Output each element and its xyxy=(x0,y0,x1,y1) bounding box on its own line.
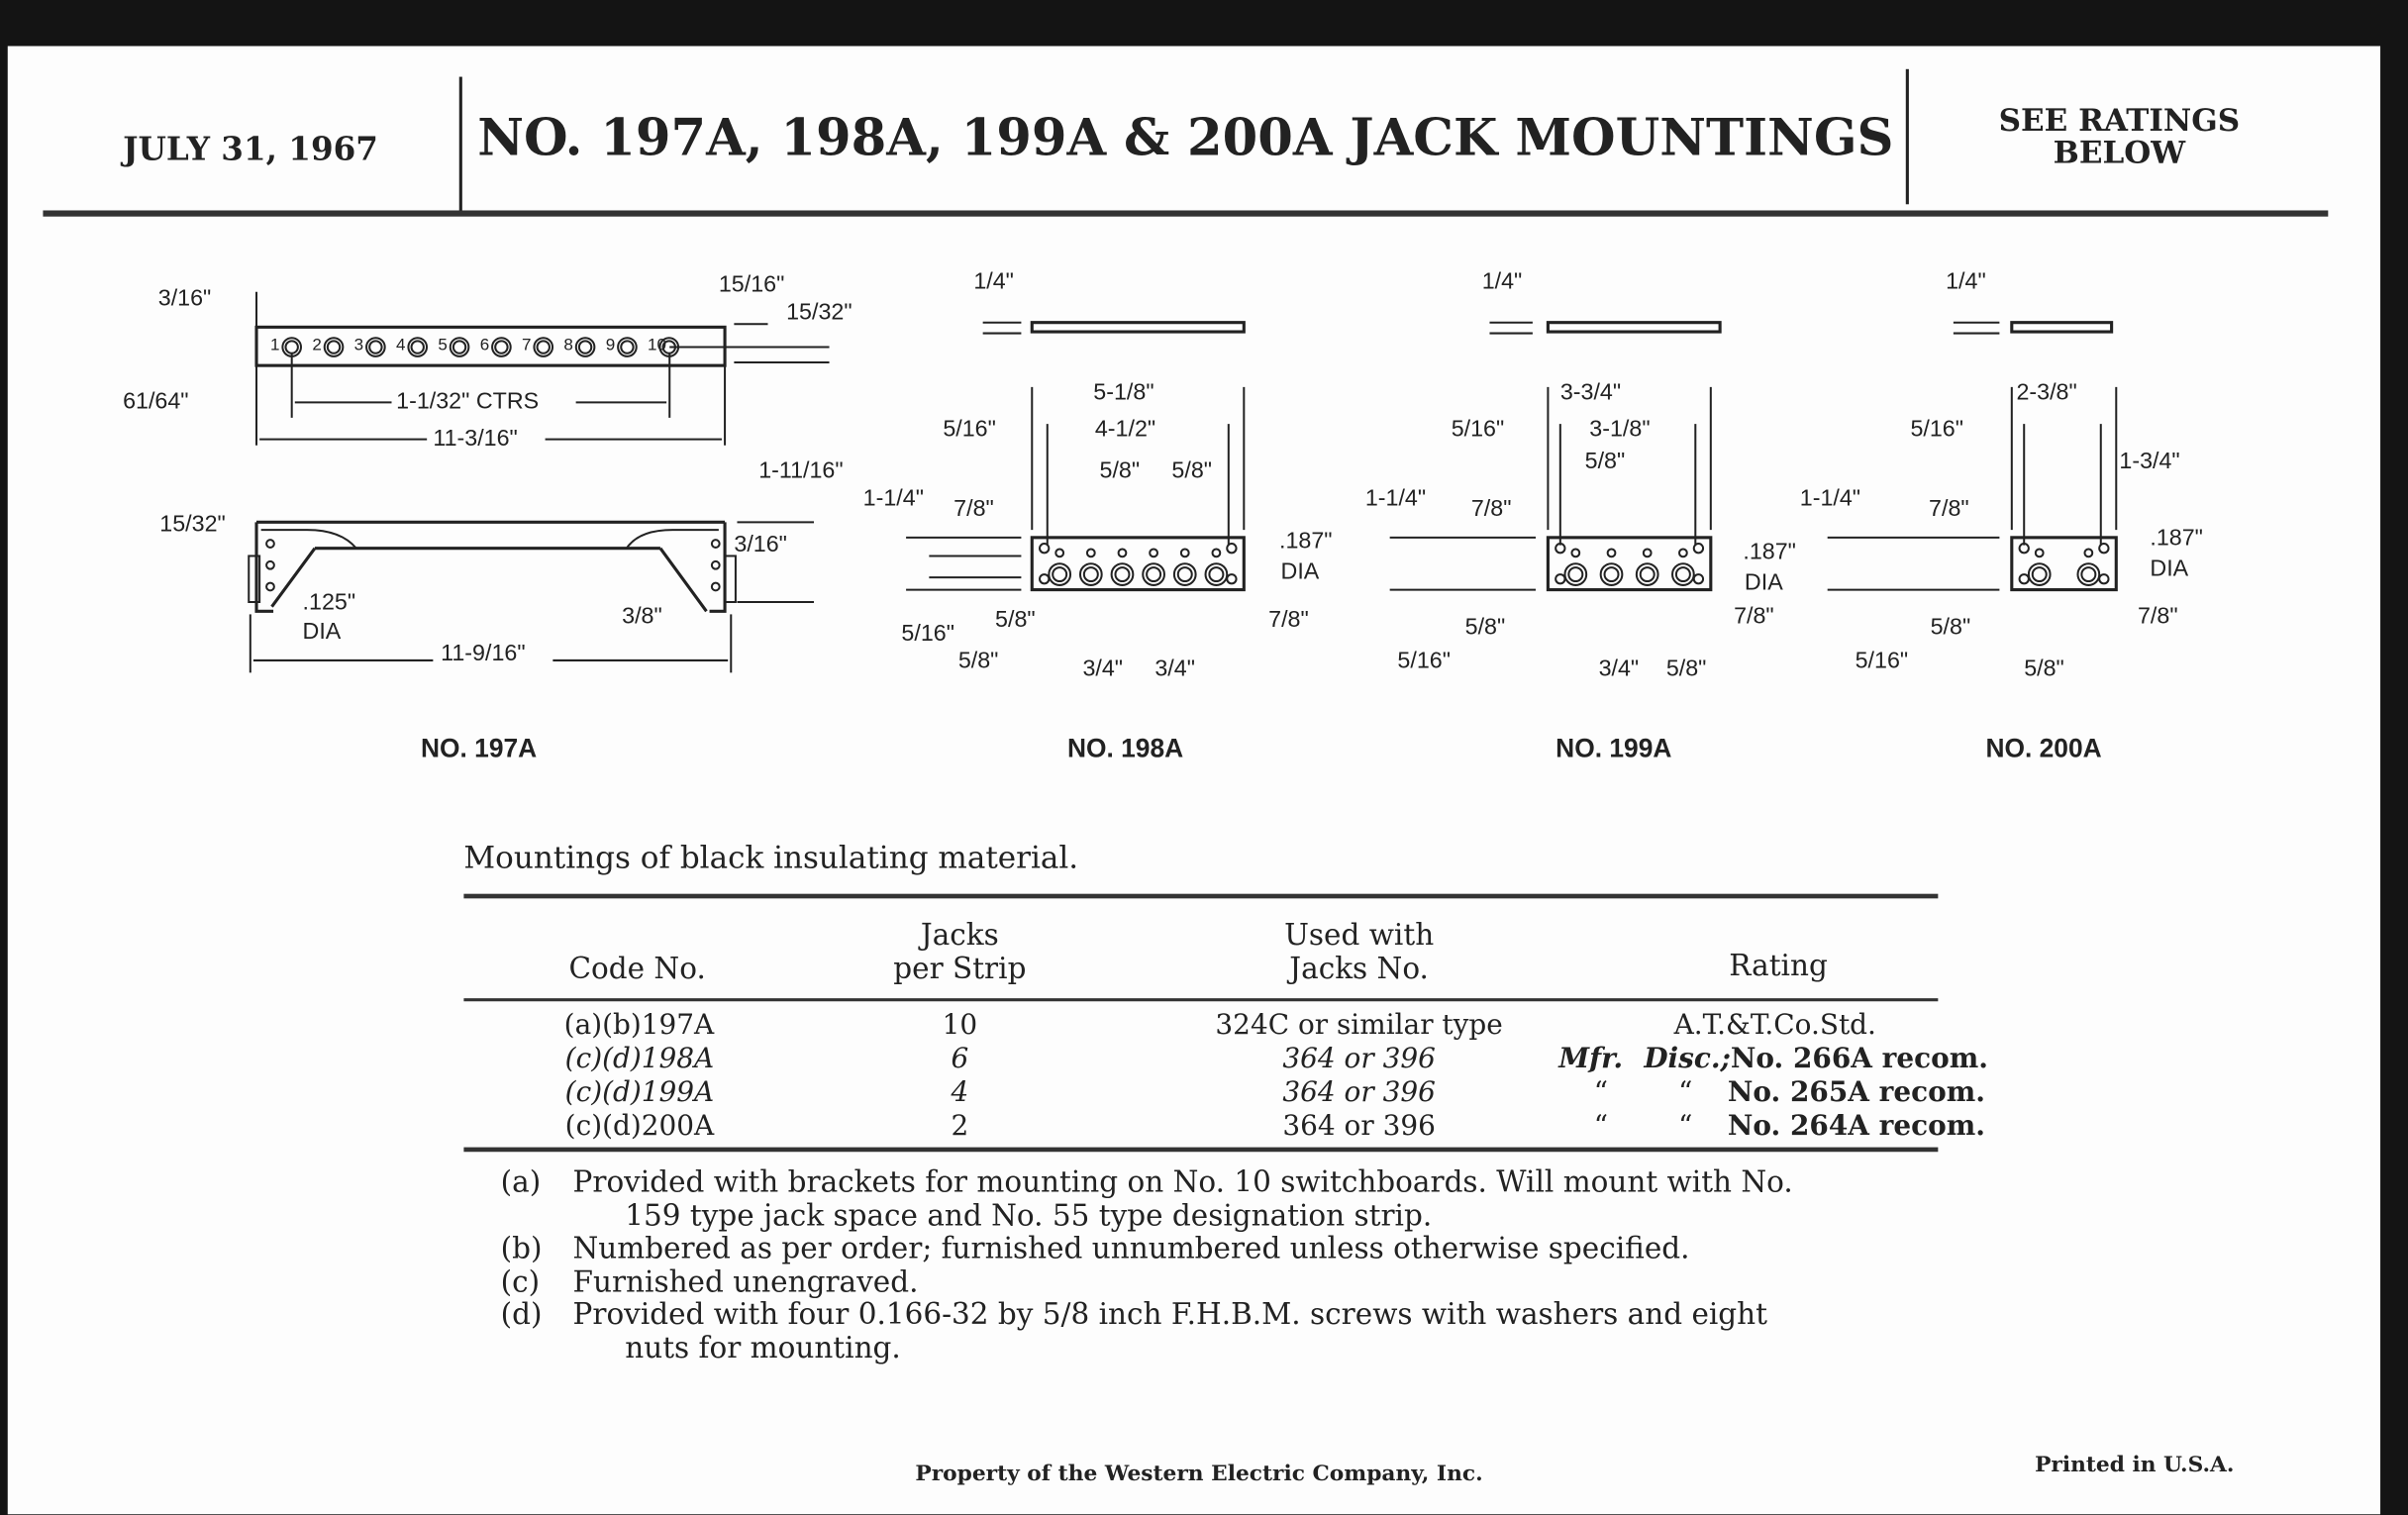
hole xyxy=(1641,567,1655,581)
dimension-label: 5/8" xyxy=(1665,656,1707,682)
jack-number: 6 xyxy=(479,336,490,355)
header-line: Jacks No. xyxy=(1289,952,1429,986)
diagram-caption: NO. 199A xyxy=(1555,734,1672,763)
dimension-label: 1-1/32" CTRS xyxy=(396,388,540,415)
dimension-label: 15/16" xyxy=(718,271,785,298)
hole xyxy=(1040,574,1049,583)
dimension-label: 5/16" xyxy=(1910,416,1964,443)
diagram-caption: NO. 200A xyxy=(1985,734,2102,763)
diagram-caption: NO. 197A xyxy=(420,734,538,763)
footnote-text: Provided with brackets for mounting on No. 10 switchboards. Will mount with No. xyxy=(572,1165,1793,1200)
cell-rating xyxy=(1558,1110,1988,1144)
hole xyxy=(453,341,465,353)
dimension-label: .187" xyxy=(1278,528,1333,555)
ditto-mark: “ xyxy=(1593,1110,1609,1143)
hole xyxy=(1213,549,1221,556)
cell-used-with: 364 or 396 xyxy=(1282,1076,1436,1109)
hole xyxy=(538,341,550,353)
dimension-label: 7/8" xyxy=(1470,495,1512,523)
hole xyxy=(1605,567,1619,581)
cell-jacks: 10 xyxy=(942,1009,978,1042)
dimension-label: 3-3/4" xyxy=(1559,379,1622,406)
dimension-label: DIA xyxy=(302,619,342,646)
dimension-label: 1-1/4" xyxy=(1799,485,1861,512)
footnote-text: nuts for mounting. xyxy=(625,1330,901,1365)
cell-used-with: 364 or 396 xyxy=(1282,1110,1436,1143)
cell-rating xyxy=(1558,1009,1988,1043)
hole xyxy=(1209,567,1223,581)
jack-holes-200a xyxy=(2020,544,2109,585)
cell-code: (a)(b)197A xyxy=(563,1009,715,1042)
hole xyxy=(1147,567,1160,581)
ditto-mark: “ xyxy=(1593,1076,1609,1109)
dimension-label: 5/16" xyxy=(901,620,954,647)
code-text: (c)(d)198A xyxy=(564,1043,715,1075)
jack-number: 3 xyxy=(353,336,364,355)
table-row xyxy=(463,1043,1988,1076)
dimension-label: 1/4" xyxy=(1946,268,1986,295)
ditto-mark: “ xyxy=(1678,1076,1693,1109)
code-text: (c)(d)199A xyxy=(564,1076,715,1109)
page-title: NO. 197A, 198A, 199A & 200A JACK MOUNTINGS xyxy=(477,107,1894,168)
hole xyxy=(1571,549,1579,556)
dimension-label: 5/16" xyxy=(1451,416,1505,443)
hole xyxy=(2099,574,2108,583)
footnote-key: (c) xyxy=(500,1264,541,1299)
footnote-text: Furnished unengraved. xyxy=(572,1264,919,1299)
dimension-label: 5/8" xyxy=(1099,457,1141,484)
hole xyxy=(2020,574,2029,583)
dimension-label: 5/8" xyxy=(1464,614,1506,641)
footnote-key: (b) xyxy=(500,1231,543,1266)
hole xyxy=(328,341,340,353)
hole xyxy=(369,341,381,353)
ratings-line: BELOW xyxy=(2053,133,2186,171)
jack-number: 10 xyxy=(648,336,667,355)
cell-rating xyxy=(1558,1043,1988,1076)
dimension-label: 3/4" xyxy=(1154,656,1195,682)
hole xyxy=(1055,549,1063,556)
dimension-label: 5/8" xyxy=(1930,614,1971,641)
dimension-label: 3-1/8" xyxy=(1589,416,1651,443)
footnote-text: 159 type jack space and No. 55 type designation strip. xyxy=(625,1198,1433,1233)
col-header-used-with xyxy=(1206,918,1513,985)
hole xyxy=(1227,544,1236,553)
dimension-label: 7/8" xyxy=(2137,603,2178,630)
jack-number: 1 xyxy=(269,336,280,355)
drawing-197a-top xyxy=(256,292,830,446)
dimension-label: 1/4" xyxy=(1481,268,1523,295)
dimension-label: 5/8" xyxy=(1171,457,1213,484)
dimension-label: DIA xyxy=(2150,556,2189,582)
dimension-label: .125" xyxy=(302,589,356,616)
rating-disc: Disc.; xyxy=(1644,1043,1731,1075)
rating-text: No. 264A recom. xyxy=(1727,1110,1985,1143)
hole xyxy=(1679,549,1687,556)
jack-number: 9 xyxy=(605,336,616,355)
hole xyxy=(1555,574,1564,583)
hole xyxy=(1644,549,1652,556)
header-line: per Strip xyxy=(893,952,1027,986)
hole xyxy=(1694,574,1703,583)
dimension-label: 3/16" xyxy=(157,285,212,312)
hole xyxy=(1568,567,1582,581)
rating-text: No. 266A recom. xyxy=(1730,1043,1989,1075)
header-line: Used with xyxy=(1284,918,1435,953)
col-header-rating: Rating xyxy=(1729,949,1828,983)
footnote-key: (d) xyxy=(500,1297,543,1332)
footnote-a xyxy=(501,1167,1793,1200)
cell-code: (c)(d)200A xyxy=(564,1110,715,1143)
table-header-rule xyxy=(463,998,1938,1001)
footnotes xyxy=(501,1167,1793,1365)
rating-text: A.T.&T.Co.Std. xyxy=(1673,1009,1876,1042)
dimension-label: 7/8" xyxy=(953,495,994,523)
dimension-label: 5-1/8" xyxy=(1093,379,1154,406)
hole xyxy=(2036,549,2044,556)
hole xyxy=(2033,567,2047,581)
jack-number: 4 xyxy=(395,336,406,355)
dimension-label: 4-1/2" xyxy=(1094,416,1156,443)
dimension-label: 1-11/16" xyxy=(758,457,844,484)
intro-text: Mountings of black insulating material. xyxy=(463,838,1079,876)
footnote-text: Provided with four 0.166-32 by 5/8 inch F.H.B.M. screws with washers and eight xyxy=(572,1297,1768,1332)
hole xyxy=(621,341,633,353)
hole xyxy=(1084,567,1098,581)
hole xyxy=(1115,567,1129,581)
hole xyxy=(285,341,297,353)
jack-number: 5 xyxy=(438,336,448,355)
dimension-label: 11-3/16" xyxy=(433,425,518,452)
dimension-label: 15/32" xyxy=(786,299,853,326)
dimension-label: 5/8" xyxy=(995,606,1036,634)
header-line: Jacks xyxy=(920,918,999,953)
dimension-label: 1/4" xyxy=(973,268,1014,295)
dimension-label: 3/8" xyxy=(622,603,662,630)
dimension-label: .187" xyxy=(1743,539,1796,565)
dimension-label: 5/16" xyxy=(1855,648,1909,674)
jack-holes-199a xyxy=(1555,544,1703,585)
cell-jacks: 4 xyxy=(951,1076,969,1109)
hole xyxy=(1040,544,1049,553)
dimension-label: 5/16" xyxy=(1397,648,1451,674)
cell-used-with: 324C or similar type xyxy=(1215,1009,1503,1042)
hole xyxy=(412,341,424,353)
footnote-key: (a) xyxy=(500,1165,542,1200)
rating-mfr: Mfr. xyxy=(1558,1043,1624,1075)
dimension-label: 7/8" xyxy=(1268,606,1309,634)
table-top-rule xyxy=(463,894,1938,899)
cell-used-with: 364 or 396 xyxy=(1282,1043,1436,1075)
jack-number: 2 xyxy=(312,336,322,355)
col-header-jacks xyxy=(837,918,1082,985)
dimension-label: 2-3/8" xyxy=(2016,379,2077,406)
hole xyxy=(1181,549,1189,556)
table-row xyxy=(463,1009,1988,1043)
dimension-label: 3/4" xyxy=(1598,656,1640,682)
ditto-mark: “ xyxy=(1678,1110,1693,1143)
hole xyxy=(495,341,507,353)
hole xyxy=(1608,549,1616,556)
dimension-label: 15/32" xyxy=(159,511,226,538)
ratings-table xyxy=(463,1009,1988,1144)
footnote-b xyxy=(501,1233,1793,1265)
drawing-198a xyxy=(906,323,1244,590)
footnote-c xyxy=(501,1266,1793,1299)
hole xyxy=(1178,567,1192,581)
dimension-label: DIA xyxy=(1280,558,1320,585)
dimension-label: 5/8" xyxy=(1584,448,1626,475)
footer-property: Property of the Western Electric Company, Inc. xyxy=(915,1462,1483,1487)
dimension-label: 5/16" xyxy=(943,416,996,443)
rating-text: No. 265A recom. xyxy=(1727,1076,1985,1109)
hole xyxy=(1150,549,1157,556)
dimension-label: 3/16" xyxy=(734,531,787,558)
dimension-label: 3/4" xyxy=(1082,656,1124,682)
cell-code xyxy=(463,1076,714,1110)
dimension-label: 1-1/4" xyxy=(1364,485,1427,512)
dimension-label: DIA xyxy=(1744,569,1783,596)
cell-code xyxy=(463,1043,714,1076)
dimension-label: 1-1/4" xyxy=(862,485,924,512)
cell-jacks: 6 xyxy=(951,1043,969,1075)
diagram-caption: NO. 198A xyxy=(1066,734,1184,763)
hole xyxy=(1694,544,1703,553)
jack-holes-198a xyxy=(1040,544,1237,585)
jack-number: 7 xyxy=(522,336,532,355)
document-date: JULY 31, 1967 xyxy=(123,129,378,168)
hole xyxy=(579,341,591,353)
dimension-label: 5/8" xyxy=(957,648,999,674)
dimension-label: 11-9/16" xyxy=(441,640,526,667)
dimension-label: 5/8" xyxy=(2024,656,2064,682)
jack-number: 8 xyxy=(563,336,573,355)
dimension-label: 1-3/4" xyxy=(2119,448,2180,475)
hole xyxy=(1053,567,1066,581)
cell-rating xyxy=(1558,1076,1988,1110)
hole xyxy=(2081,567,2095,581)
footnote-d xyxy=(501,1299,1793,1332)
hole xyxy=(2099,544,2108,553)
dimension-label: 7/8" xyxy=(1734,603,1774,630)
table-row xyxy=(463,1076,1988,1110)
dimension-label: 7/8" xyxy=(1929,495,1969,523)
hole xyxy=(1087,549,1095,556)
dimension-label: 61/64" xyxy=(123,388,189,415)
col-header-code: Code No. xyxy=(568,952,706,986)
hole xyxy=(2084,549,2092,556)
cell-jacks: 2 xyxy=(951,1110,969,1143)
footer-printed: Printed in U.S.A. xyxy=(2035,1453,2235,1478)
hole xyxy=(1119,549,1127,556)
drawing-200a xyxy=(1828,323,2117,590)
ratings-line: SEE RATINGS xyxy=(1998,101,2241,139)
table-bottom-rule xyxy=(463,1148,1938,1153)
table-row xyxy=(463,1110,1988,1144)
dimension-label: .187" xyxy=(2150,525,2203,552)
footnote-text: Numbered as per order; furnished unnumbered unless otherwise specified. xyxy=(572,1231,1690,1266)
hole xyxy=(1676,567,1690,581)
hole xyxy=(1227,574,1236,583)
